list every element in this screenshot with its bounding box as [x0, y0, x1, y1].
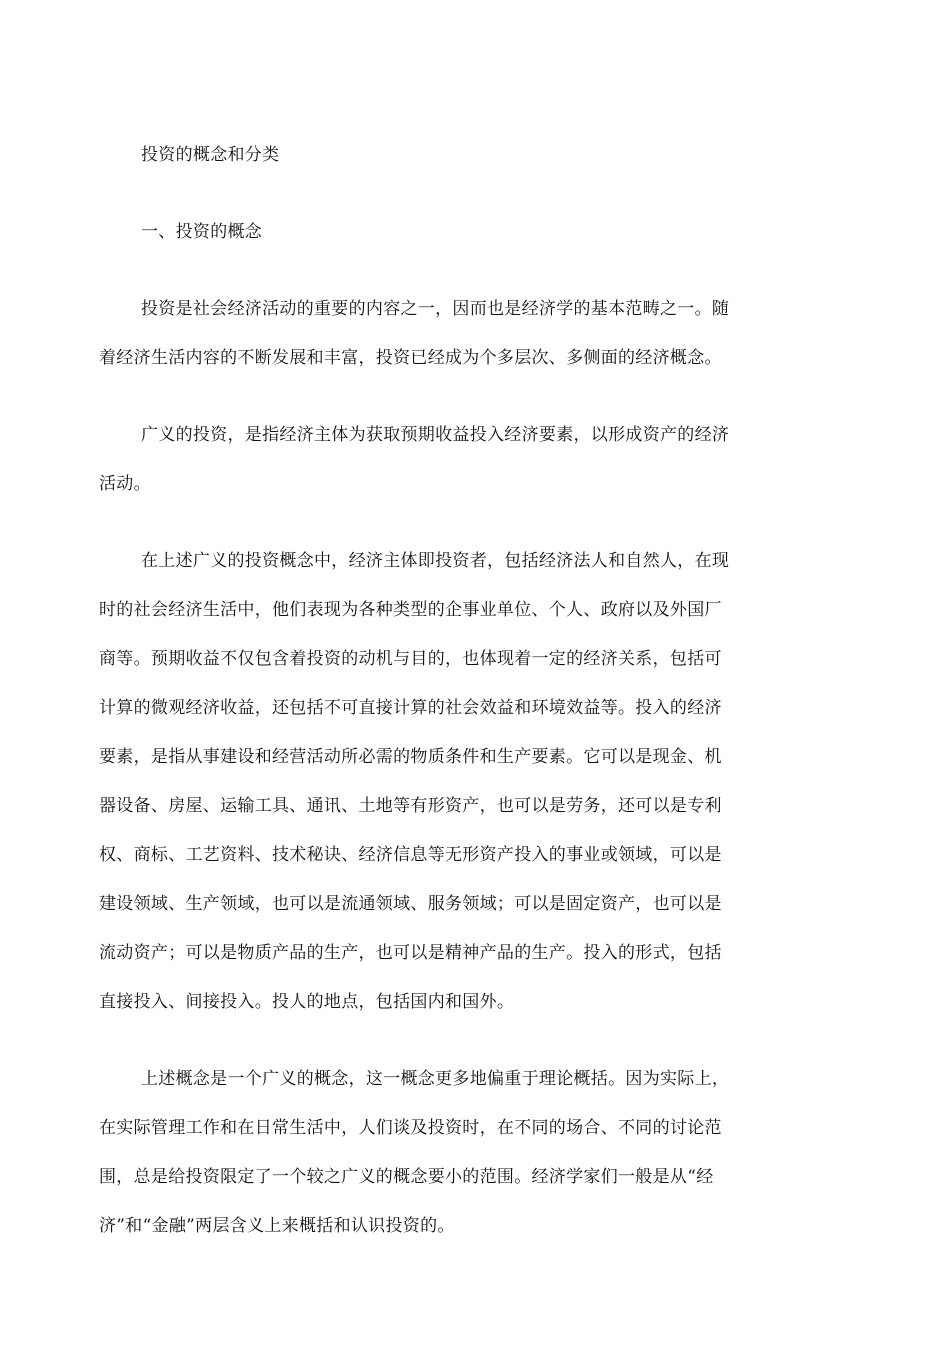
paragraph-3	[99, 542, 789, 1032]
paragraph-4	[99, 1060, 789, 1256]
section-heading	[99, 213, 789, 262]
document-title	[99, 136, 789, 185]
paragraph-line: 活动。	[99, 474, 151, 494]
paragraph-line: 流动资产；可以是物质产品的生产，也可以是精神产品的生产。投入的形式，包括	[99, 943, 722, 963]
spacer	[99, 388, 789, 416]
paragraph-line: 上述概念是一个广义的概念，这一概念更多地偏重于理论概括。因为实际上，	[141, 1069, 730, 1089]
paragraph-line: 器设备、房屋、运输工具、通讯、土地等有形资产，也可以是劳务，还可以是专利	[99, 796, 722, 816]
paragraph-line: 着经济生活内容的不断发展和丰富，投资已经成为个多层次、多侧面的经济概念。	[99, 348, 722, 368]
paragraph-line: 时的社会经济生活中，他们表现为各种类型的企事业单位、个人、政府以及外国厂	[99, 600, 722, 620]
paragraph-line: 在实际管理工作和在日常生活中，人们谈及投资时，在不同的场合、不同的讨论范	[99, 1118, 722, 1138]
paragraph-line: 计算的微观经济收益，还包括不可直接计算的社会效益和环境效益等。投入的经济	[99, 698, 722, 718]
paragraph-1	[99, 290, 789, 388]
paragraph-line: 在上述广义的投资概念中，经济主体即投资者，包括经济法人和自然人，在现	[141, 551, 730, 571]
paragraph-2	[99, 416, 789, 514]
paragraph-line: 直接投入、间接投入。投人的地点，包括国内和国外。	[99, 992, 515, 1012]
title-text: 投资的概念和分类	[141, 145, 280, 165]
paragraph-line: 济”和“金融”两层含义上来概括和认识投资的。	[99, 1216, 455, 1236]
paragraph-line: 投资是社会经济活动的重要的内容之一，因而也是经济学的基本范畴之一。随	[141, 299, 730, 319]
spacer	[99, 1032, 789, 1060]
section-heading-text: 一、投资的概念	[141, 222, 263, 242]
spacer	[99, 262, 789, 290]
document-body	[99, 136, 789, 1256]
spacer	[99, 185, 789, 213]
spacer	[99, 514, 789, 542]
paragraph-line: 广义的投资，是指经济主体为获取预期收益投入经济要素，以形成资产的经济	[141, 425, 730, 445]
paragraph-line: 商等。预期收益不仅包含着投资的动机与目的，也体现着一定的经济关系，包括可	[99, 649, 722, 669]
paragraph-line: 围，总是给投资限定了一个较之广义的概念要小的范围。经济学家们一般是从“经	[99, 1167, 714, 1187]
paragraph-line: 要素，是指从事建设和经营活动所必需的物质条件和生产要素。它可以是现金、机	[99, 747, 722, 767]
paragraph-line: 权、商标、工艺资料、技术秘诀、经济信息等无形资产投入的事业或领域，可以是	[99, 845, 722, 865]
paragraph-line: 建设领域、生产领域，也可以是流通领域、服务领域；可以是固定资产，也可以是	[99, 894, 722, 914]
